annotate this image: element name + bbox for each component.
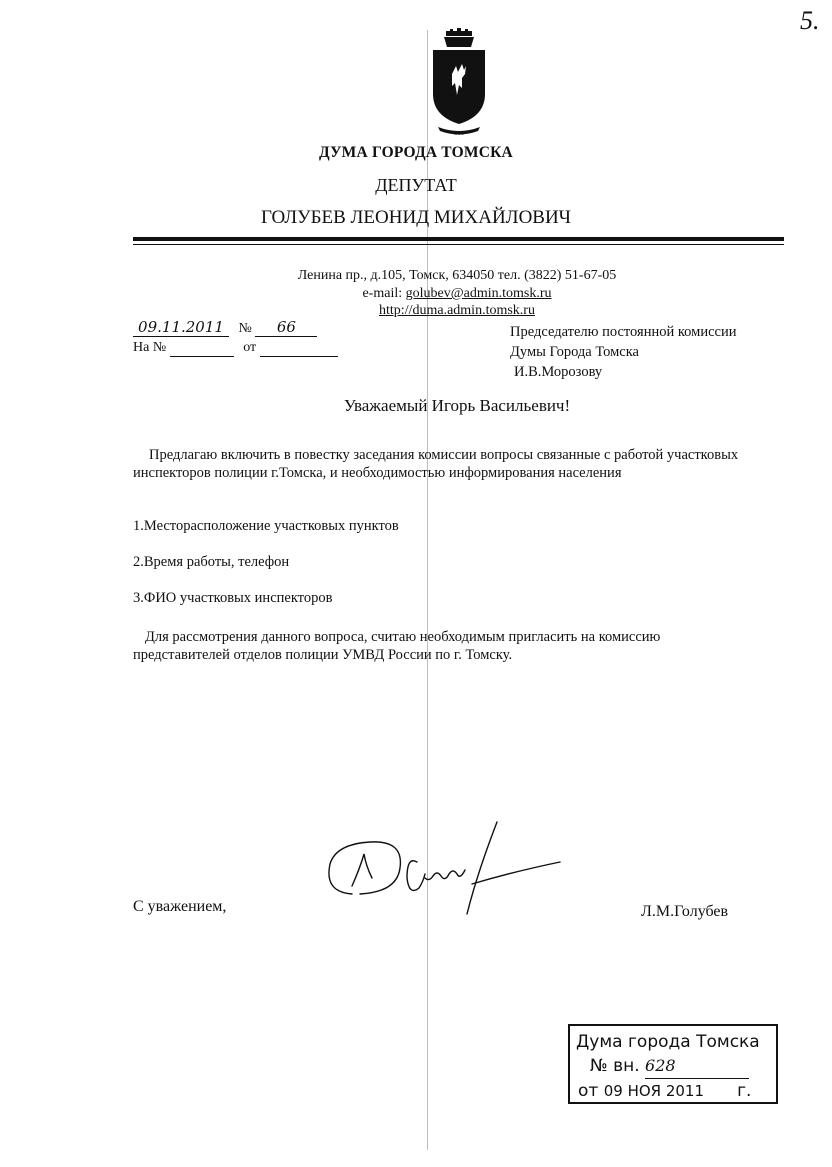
reply-label: На № [133,340,167,355]
addressee-line-2: Думы Города Томска [510,344,639,360]
reg-date: 09.11.2011 [133,318,229,337]
body-item-2: 2.Время работы, телефон [133,554,290,570]
addressee-line-1: Председателю постоянной комиссии [510,324,737,340]
position-title: ДЕПУТАТ [375,175,457,195]
stamp-date-row [576,1079,770,1104]
body-intro: Предлагаю включить в повестку заседания комиссии вопросы связанные с работой участковых инспекторов полиции г.Томска, и необходимостью информирования населения [133,447,739,481]
incoming-stamp [568,1024,778,1104]
stamp-year-suffix: г. [737,1081,752,1101]
header-rule [133,237,784,241]
deputy-name: ГОЛУБЕВ ЛЕОНИД МИХАЙЛОВИЧ [260,207,572,228]
addressee-block [510,322,736,382]
contact-address: Ленина пр., д.105, Томск, 634050 тел. (3822) 51-67-05 [297,268,617,283]
org-name: ДУМА ГОРОДА ТОМСКА [319,144,513,161]
email-label: e-mail: [362,286,403,301]
header-rule-thin [133,244,784,245]
stamp-date: 09 НОЯ 2011 [604,1079,732,1104]
website-link[interactable]: http://duma.admin.tomsk.ru [379,303,535,318]
svg-text:~~~: ~~~ [453,132,465,137]
reply-date-blank [260,340,338,357]
stamp-number: 628 [645,1054,749,1079]
city-emblem-icon [430,28,488,138]
stamp-date-prefix: от [578,1081,599,1101]
email-link[interactable]: golubev@admin.tomsk.ru [405,286,552,301]
page-number: 5. [800,6,820,35]
body-item-3: 3.ФИО участковых инспекторов [133,590,333,606]
body-item-1: 1.Месторасположение участковых пунктов [133,518,399,534]
signer-name: Л.М.Голубев [641,903,729,920]
closing-phrase: С уважением, [133,898,227,915]
addressee-line-3: И.В.Морозову [514,364,603,380]
reply-reg-line [133,340,338,357]
reg-number-label: № [238,321,252,336]
from-label: от [243,340,257,355]
contact-email-line [0,286,832,302]
stamp-title: Дума города Томска [576,1032,760,1052]
reg-number: 66 [255,318,317,337]
outgoing-reg-line [133,318,317,337]
reply-number-blank [170,340,234,357]
contact-website-line [0,303,832,319]
signature-icon [322,816,568,928]
stamp-number-label: № вн. [590,1056,640,1076]
greeting: Уважаемый Игорь Васильевич! [343,396,571,415]
stamp-number-row [576,1054,770,1079]
body-closing-paragraph: Для рассмотрения данного вопроса, считаю необходимым пригласить на комиссию представителей отделов полиции УМВД России по г. Томску. [133,629,661,663]
